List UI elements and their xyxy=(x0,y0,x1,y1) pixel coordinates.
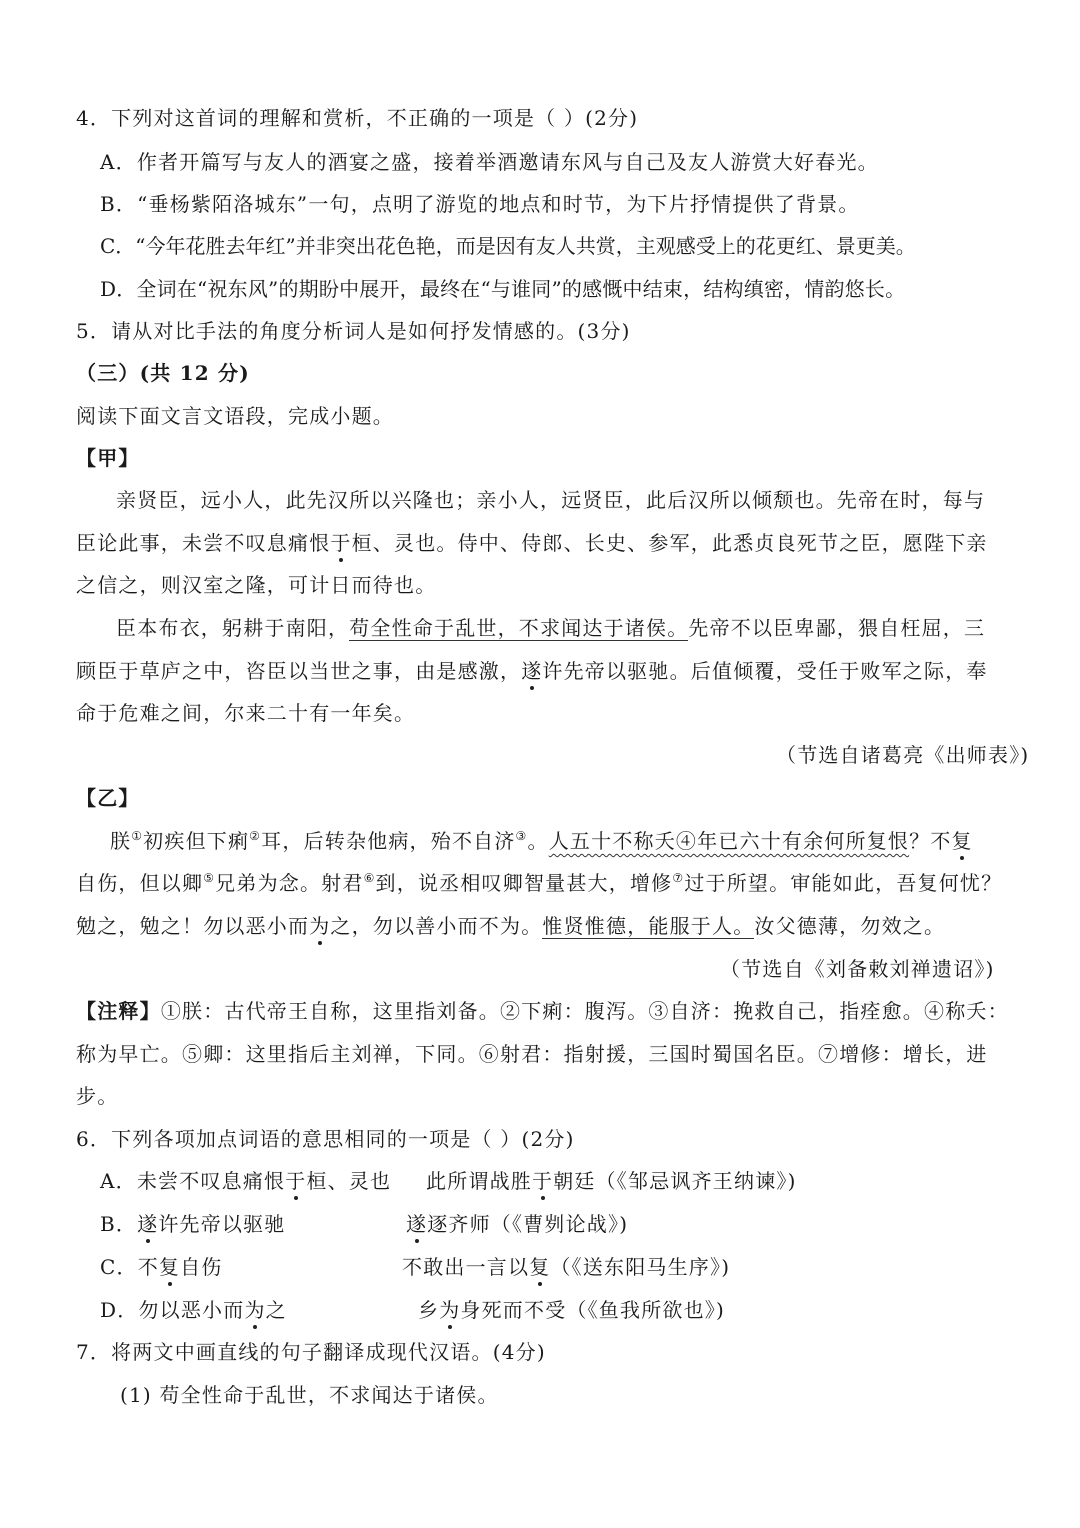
question-6-option-c-compare: 不敢出一言以复（《送东阳马生序》) xyxy=(402,1255,731,1279)
question-4-stem: 4．下列对这首词的理解和赏析，不正确的一项是（ ）(2分) xyxy=(76,106,639,130)
section-3-title: （三）(共 12 分) xyxy=(76,361,250,385)
passage-yi-line3: 勉之，勉之！勿以恶小而为之，勿以善小而不为。惟贤惟德，能服于人。汝父德薄，勿效之。 xyxy=(76,914,946,938)
emphasis-dot-wei: 为 xyxy=(309,914,331,938)
notes-line1: 【注释】①朕：古代帝王自称，这里指刘备。②下痢：腹泻。③自济：挽救自己，指痊愈。④称夭： xyxy=(76,999,1009,1023)
question-7-sub-1: (1) 苟全性命于乱世，不求闻达于诸侯。 xyxy=(120,1383,499,1407)
question-6-option-d-compare: 乡为身死而不受（《鱼我所欲也》) xyxy=(418,1298,726,1322)
question-6-option-d: D．勿以恶小而为之 xyxy=(100,1298,287,1322)
passage-jia-p2-line3: 命于危难之间，尔来二十有一年矣。 xyxy=(76,701,416,725)
notes-label: 【注释】 xyxy=(76,999,161,1023)
passage-yi-line2: 自伤，但以卿⑤兄弟为念。射君⑥到，说丞相叹卿智量甚大，增修⑦过于所望。审能如此，吾复何忧？ xyxy=(76,871,1003,895)
question-6-option-a-compare: 此所谓战胜于朝廷（《邹忌讽齐王纳谏》) xyxy=(426,1169,797,1193)
notes-line3: 步。 xyxy=(76,1084,119,1108)
emphasis-dot-fu: 复 xyxy=(951,829,973,853)
question-6-stem: 6．下列各项加点词语的意思相同的一项是（ ）(2分) xyxy=(76,1127,575,1151)
passage-yi-line1: 朕①初疾但下痢②耳，后转杂他病，殆不自济③。人五十不称夭④年已六十有余何所复恨？不复 xyxy=(110,829,973,853)
passage-jia-p1-line2: 臣论此事，未尝不叹息痛恨于桓、灵也。侍中、侍郎、长史、参军，此悉贞良死节之臣，愿陛下亲 xyxy=(76,531,988,555)
notes-line2: 称为早亡。⑤卿：这里指后主刘禅，下同。⑥射君：指射援，三国时蜀国名臣。⑦增修：增长，进 xyxy=(76,1042,988,1066)
question-6-option-b-compare: 遂逐齐师（《曹刿论战》) xyxy=(406,1212,629,1236)
question-6-option-b: B．遂许先帝以驱驰 xyxy=(100,1212,286,1236)
question-4-option-a: A．作者开篇写与友人的酒宴之盛，接着举酒邀请东风与自己及友人游赏大好春光。 xyxy=(100,150,879,174)
question-5-stem: 5．请从对比手法的角度分析词人是如何抒发情感的。(3分) xyxy=(76,319,631,343)
emphasis-dot-sui: 遂 xyxy=(521,659,543,683)
passage-jia-p1-line3: 之信之，则汉室之隆，可计日而待也。 xyxy=(76,573,437,597)
passage-jia-p2-line2: 顾臣于草庐之中，咨臣以当世之事，由是感激，遂许先帝以驱驰。后值倾覆，受任于败军之际，奉 xyxy=(76,659,988,683)
wavy-underlined-sentence: 人五十不称夭④年已六十有余何所复恨 xyxy=(548,829,910,853)
question-4-option-c: C．“今年花胜去年红”并非突出花色艳，而是因有友人共赏，主观感受上的花更红、景更美。 xyxy=(100,234,916,258)
question-4-option-d: D．全词在“祝东风”的期盼中展开，最终在“与谁同”的感慨中结束，结构缜密，情韵悠长。 xyxy=(100,277,906,301)
passage-jia-p1-line1: 亲贤臣，远小人，此先汉所以兴隆也；亲小人，远贤臣，此后汉所以倾颓也。先帝在时，每与 xyxy=(116,488,986,512)
section-3-instruction: 阅读下面文言文语段，完成小题。 xyxy=(76,404,394,428)
underlined-sentence-yi: 惟贤惟德，能服于人。 xyxy=(542,914,755,938)
passage-yi-label: 【乙】 xyxy=(76,786,140,810)
underlined-sentence-jia: 苟全性命于乱世，不求闻达于诸侯。 xyxy=(349,616,689,640)
question-4-option-b: B．“垂杨紫陌洛城东”一句，点明了游览的地点和时节，为下片抒情提供了背景。 xyxy=(100,192,860,216)
question-6-option-c: C．不复自伤 xyxy=(100,1255,223,1279)
emphasis-dot-yu: 于 xyxy=(330,531,352,555)
question-6-option-a: A．未尝不叹息痛恨于桓、灵也 xyxy=(100,1169,392,1193)
passage-yi-source: （节选自《刘备敕刘禅遗诏》) xyxy=(720,957,995,981)
question-7-stem: 7．将两文中画直线的句子翻译成现代汉语。(4分) xyxy=(76,1340,546,1364)
passage-jia-source: （节选自诸葛亮《出师表》) xyxy=(776,743,1030,767)
passage-jia-label: 【甲】 xyxy=(76,446,140,470)
passage-jia-p2-line1: 臣本布衣，躬耕于南阳，苟全性命于乱世，不求闻达于诸侯。先帝不以臣卑鄙，猥自枉屈，三 xyxy=(116,616,986,640)
